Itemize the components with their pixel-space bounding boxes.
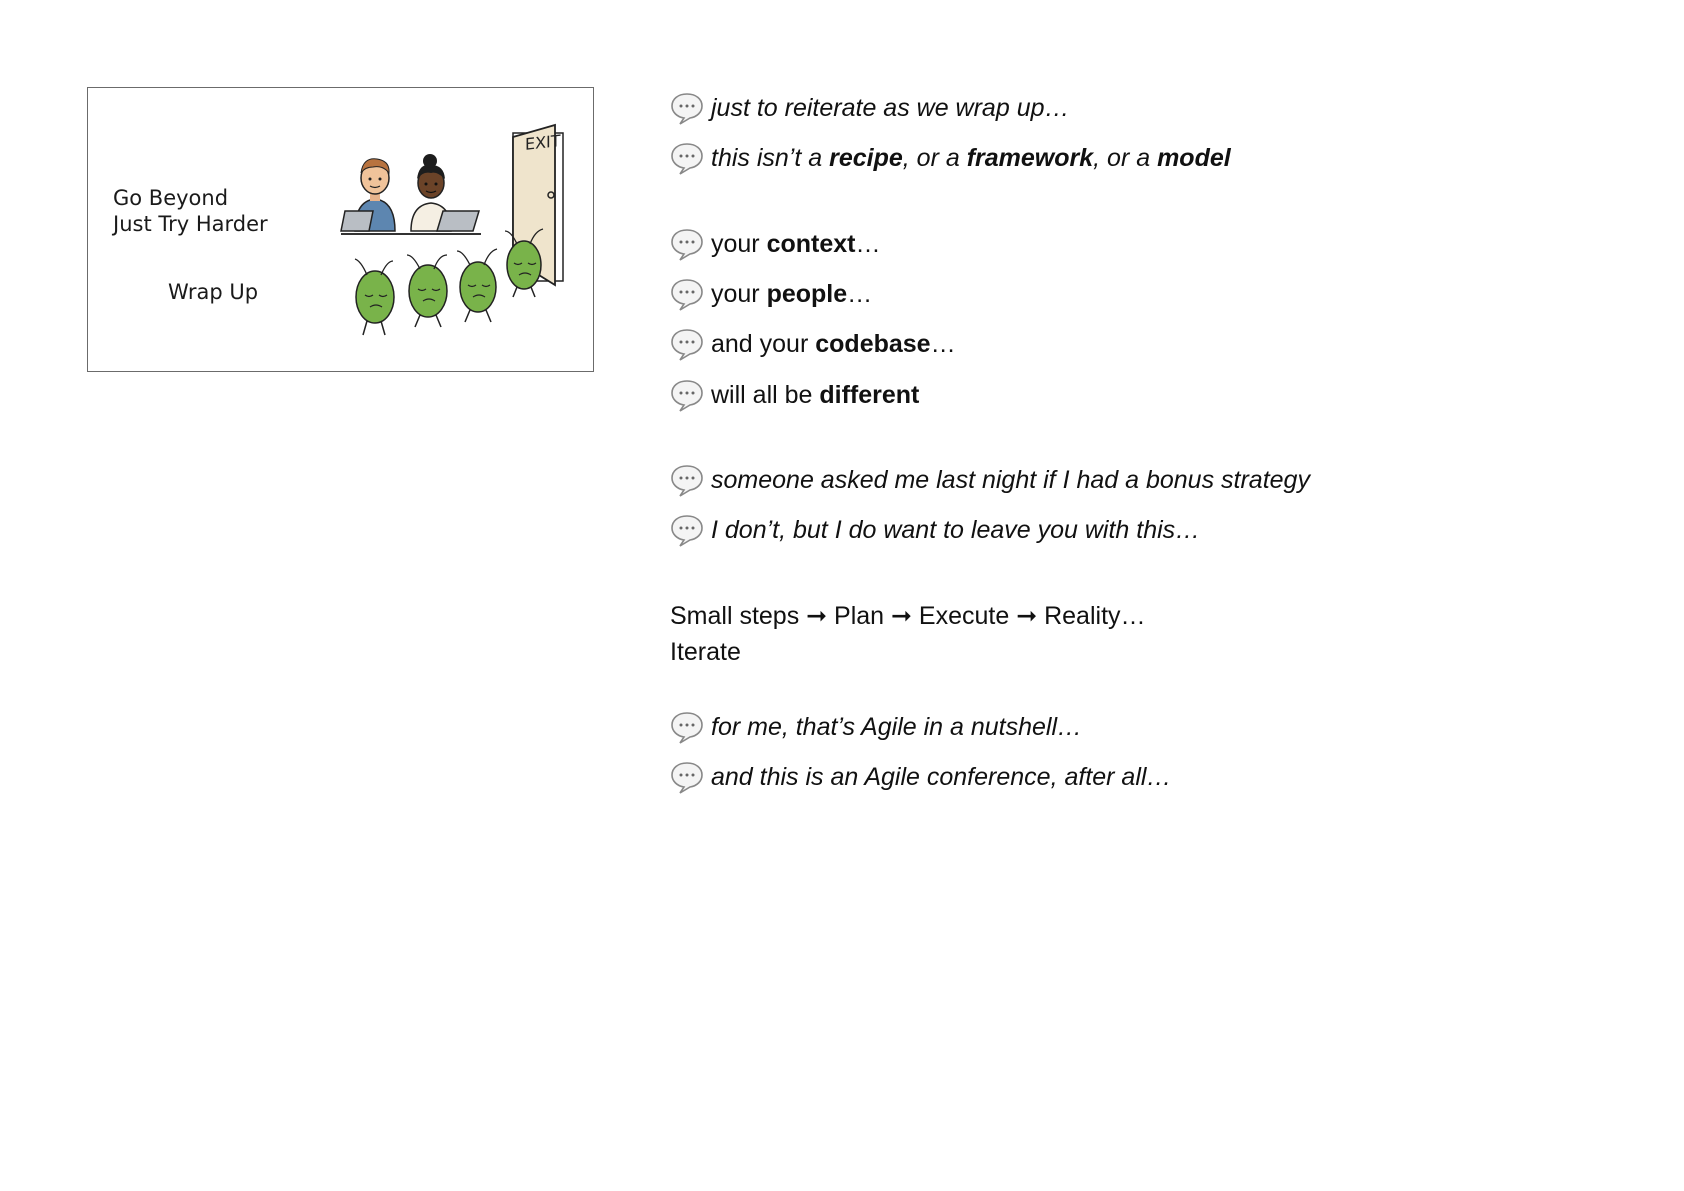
slide-illustration <box>333 123 594 372</box>
note-fragment: … <box>930 329 956 358</box>
note-fragment: for me, that’s Agile in a nutshell… <box>711 712 1083 741</box>
bug-2 <box>407 255 447 327</box>
speech-bubble-icon <box>670 91 704 125</box>
note-fragment: … <box>855 229 881 258</box>
note-text <box>711 713 1082 742</box>
speech-bubble-icon <box>670 141 704 175</box>
note-keyword: people <box>766 279 848 308</box>
note-fragment: , or a <box>1093 143 1158 172</box>
note-keyword: framework <box>966 143 1094 172</box>
note-line <box>670 462 1310 498</box>
note-fragment: and this is an Agile conference, after all… <box>711 762 1172 791</box>
note-line <box>670 759 1171 795</box>
slide-title-line2: Just Try Harder <box>113 212 268 236</box>
note-text <box>711 381 919 410</box>
speech-bubble-icon <box>670 277 704 311</box>
woman-figure <box>411 154 479 231</box>
speech-bubble-icon <box>670 327 704 361</box>
speech-bubble-icon <box>670 513 704 547</box>
speech-bubble-icon <box>670 227 704 261</box>
note-line <box>670 276 872 312</box>
note-line <box>670 512 1200 548</box>
note-text <box>711 516 1200 545</box>
note-text <box>711 763 1171 792</box>
note-fragment: … <box>847 279 873 308</box>
exit-sign-text: EXIT <box>525 131 561 154</box>
note-line <box>670 226 881 262</box>
note-line <box>670 326 956 362</box>
bug-3 <box>457 249 497 322</box>
note-line <box>670 90 1070 126</box>
note-keyword: recipe <box>829 143 903 172</box>
note-line <box>670 377 919 413</box>
note-text <box>711 94 1070 123</box>
note-fragment: just to reiterate as we wrap up… <box>711 93 1070 122</box>
slide-title <box>113 185 313 237</box>
bug-1 <box>355 259 394 335</box>
note-line <box>670 140 1231 176</box>
note-fragment: your <box>711 279 767 308</box>
slide-thumbnail <box>87 87 594 372</box>
slide-title-line1: Go Beyond <box>113 186 229 210</box>
man-figure <box>341 159 395 231</box>
note-keyword: model <box>1157 143 1231 172</box>
speech-bubble-icon <box>670 378 704 412</box>
note-fragment: , or a <box>902 143 967 172</box>
note-text <box>711 466 1310 495</box>
note-fragment: will all be <box>711 380 820 409</box>
iterate-line: Iterate <box>670 638 741 666</box>
note-fragment: someone asked me last night if I had a bonus strategy <box>711 465 1310 494</box>
note-text <box>711 144 1231 173</box>
speech-bubble-icon <box>670 710 704 744</box>
note-keyword: context <box>766 229 856 258</box>
note-fragment: and your <box>711 329 816 358</box>
slide-subtitle: Wrap Up <box>168 280 259 304</box>
note-fragment: I don’t, but I do want to leave you with this… <box>711 515 1201 544</box>
note-text <box>711 230 881 259</box>
note-text <box>711 280 872 309</box>
note-fragment: this isn’t a <box>711 143 830 172</box>
note-keyword: different <box>819 380 920 409</box>
note-line <box>670 709 1082 745</box>
speech-bubble-icon <box>670 463 704 497</box>
speech-bubble-icon <box>670 760 704 794</box>
steps-line: Small steps ➞ Plan ➞ Execute ➞ Reality… <box>670 602 1146 630</box>
note-text <box>711 330 956 359</box>
note-keyword: codebase <box>815 329 931 358</box>
note-fragment: your <box>711 229 767 258</box>
